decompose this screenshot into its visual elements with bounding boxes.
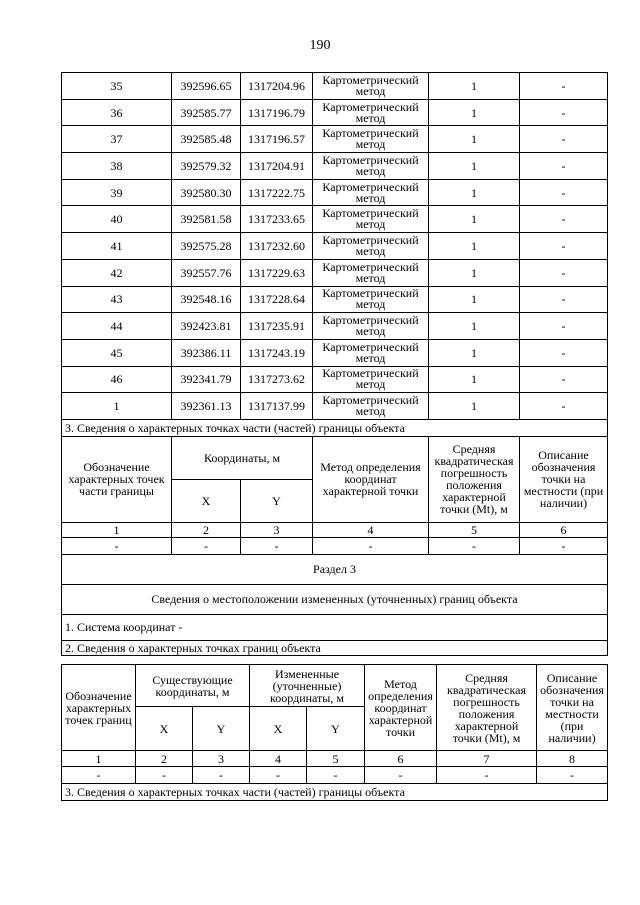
col-num: 4 xyxy=(313,522,429,537)
point-number: 39 xyxy=(62,179,172,206)
description: - xyxy=(520,179,608,206)
method: Картометрический метод xyxy=(313,313,429,340)
table-row xyxy=(62,259,608,286)
point-number: 45 xyxy=(62,339,172,366)
method: Картометрический метод xyxy=(313,366,429,393)
method: Картометрический метод xyxy=(313,286,429,313)
coord-y: 1317204.91 xyxy=(241,153,313,180)
table-row xyxy=(62,366,608,393)
empty-cell: - xyxy=(520,537,608,554)
table-row xyxy=(62,233,608,260)
point-number: 44 xyxy=(62,313,172,340)
header-point: Обозначение характерных точек границ xyxy=(62,665,136,751)
description: - xyxy=(520,126,608,153)
mt-value: 1 xyxy=(429,99,520,126)
coord-y: 1317233.65 xyxy=(241,206,313,233)
header-y: Y xyxy=(241,479,313,522)
header-point: Обозначение характерных точек части границы xyxy=(62,436,172,522)
coord-x: 392585.77 xyxy=(172,99,241,126)
table-row xyxy=(62,286,608,313)
coord-x: 392575.28 xyxy=(172,233,241,260)
table-row xyxy=(62,206,608,233)
point-number: 40 xyxy=(62,206,172,233)
empty-cell: - xyxy=(365,767,437,784)
col-num: 7 xyxy=(437,751,537,767)
coord-y: 1317204.96 xyxy=(241,73,313,100)
method: Картометрический метод xyxy=(313,206,429,233)
col-num: 5 xyxy=(307,751,365,767)
coord-x: 392596.65 xyxy=(172,73,241,100)
table-row xyxy=(62,339,608,366)
description: - xyxy=(520,313,608,340)
empty-cell: - xyxy=(62,767,136,784)
description: - xyxy=(520,73,608,100)
empty-cell: - xyxy=(429,537,520,554)
empty-cell: - xyxy=(62,537,172,554)
table-row xyxy=(62,179,608,206)
mt-value: 1 xyxy=(429,206,520,233)
coord-y: 1317137.99 xyxy=(241,393,313,420)
mt-value: 1 xyxy=(429,126,520,153)
col-num: 6 xyxy=(520,522,608,537)
header-coords: Координаты, м xyxy=(172,436,313,479)
header-existing: Существующие координаты, м xyxy=(136,665,250,707)
method: Картометрический метод xyxy=(313,99,429,126)
coord-x: 392585.48 xyxy=(172,126,241,153)
col-num: 8 xyxy=(537,751,608,767)
coord-system: 1. Система координат - xyxy=(62,614,608,640)
empty-cell: - xyxy=(241,537,313,554)
header-x: X xyxy=(136,707,193,751)
mt-value: 1 xyxy=(429,179,520,206)
coord-y: 1317243.19 xyxy=(241,339,313,366)
header-mt: Средняя квадратическая погрешность положения характерной точки (Mt), м xyxy=(429,436,520,522)
description: - xyxy=(520,153,608,180)
point-number: 37 xyxy=(62,126,172,153)
col-num: 6 xyxy=(365,751,437,767)
coord-y: 1317228.64 xyxy=(241,286,313,313)
description: - xyxy=(520,286,608,313)
description: - xyxy=(520,233,608,260)
mt-value: 1 xyxy=(429,393,520,420)
col-num: 3 xyxy=(193,751,250,767)
header-x: X xyxy=(172,479,241,522)
section3-subtitle: Сведения о местоположении измененных (уточненных) границ объекта xyxy=(62,584,608,614)
method: Картометрический метод xyxy=(313,179,429,206)
section-part3-title: 3. Сведения о характерных точках части (частей) границы объекта xyxy=(62,419,608,436)
header-mt: Средняя квадратическая погрешность положения характерной точки (Mt), м xyxy=(437,665,537,751)
coord-x: 392548.16 xyxy=(172,286,241,313)
header-method: Метод определения координат характерной точки xyxy=(365,665,437,751)
coord-y: 1317196.79 xyxy=(241,99,313,126)
method: Картометрический метод xyxy=(313,233,429,260)
table-row xyxy=(62,126,608,153)
table-row xyxy=(62,153,608,180)
point-number: 41 xyxy=(62,233,172,260)
point-number: 36 xyxy=(62,99,172,126)
mt-value: 1 xyxy=(429,366,520,393)
point-number: 42 xyxy=(62,259,172,286)
description: - xyxy=(520,339,608,366)
mt-value: 1 xyxy=(429,73,520,100)
col-num: 2 xyxy=(172,522,241,537)
section3-part2-title: 2. Сведения о характерных точках границ объекта xyxy=(62,640,608,655)
col-num: 2 xyxy=(136,751,193,767)
method: Картометрический метод xyxy=(313,73,429,100)
description: - xyxy=(520,259,608,286)
header-changed: Измененные (уточненные) координаты, м xyxy=(250,665,365,707)
coord-x: 392361.13 xyxy=(172,393,241,420)
coord-x: 392557.76 xyxy=(172,259,241,286)
empty-cell: - xyxy=(313,537,429,554)
description: - xyxy=(520,393,608,420)
point-number: 35 xyxy=(62,73,172,100)
col-num: 5 xyxy=(429,522,520,537)
col-num: 4 xyxy=(250,751,307,767)
section3-title: Раздел 3 xyxy=(62,554,608,584)
coord-x: 392423.81 xyxy=(172,313,241,340)
table-row xyxy=(62,73,608,100)
coord-x: 392386.11 xyxy=(172,339,241,366)
coord-x: 392581.58 xyxy=(172,206,241,233)
coord-y: 1317222.75 xyxy=(241,179,313,206)
coord-x: 392341.79 xyxy=(172,366,241,393)
mt-value: 1 xyxy=(429,233,520,260)
table-row xyxy=(62,313,608,340)
changed-points-table xyxy=(61,664,608,801)
coord-y: 1317235.91 xyxy=(241,313,313,340)
method: Картометрический метод xyxy=(313,393,429,420)
header-desc: Описание обозначения точки на местности (при наличии) xyxy=(537,665,608,751)
col-num: 1 xyxy=(62,751,136,767)
section3-part3-title: 3. Сведения о характерных точках части (частей) границы объекта xyxy=(62,784,608,801)
header-y: Y xyxy=(307,707,365,751)
coord-y: 1317273.62 xyxy=(241,366,313,393)
empty-cell: - xyxy=(136,767,193,784)
point-number: 43 xyxy=(62,286,172,313)
mt-value: 1 xyxy=(429,259,520,286)
coord-y: 1317232.60 xyxy=(241,233,313,260)
page-number: 190 xyxy=(309,38,331,53)
empty-cell: - xyxy=(307,767,365,784)
col-num: 1 xyxy=(62,522,172,537)
point-number: 38 xyxy=(62,153,172,180)
mt-value: 1 xyxy=(429,339,520,366)
empty-cell: - xyxy=(537,767,608,784)
point-number: 46 xyxy=(62,366,172,393)
method: Картометрический метод xyxy=(313,259,429,286)
description: - xyxy=(520,206,608,233)
empty-cell: - xyxy=(193,767,250,784)
header-x: X xyxy=(250,707,307,751)
method: Картометрический метод xyxy=(313,126,429,153)
description: - xyxy=(520,99,608,126)
coord-y: 1317196.57 xyxy=(241,126,313,153)
header-method: Метод определения координат характерной точки xyxy=(313,436,429,522)
empty-cell: - xyxy=(250,767,307,784)
mt-value: 1 xyxy=(429,286,520,313)
point-number: 1 xyxy=(62,393,172,420)
table-row xyxy=(62,393,608,420)
col-num: 3 xyxy=(241,522,313,537)
points-table xyxy=(61,72,608,656)
empty-cell: - xyxy=(437,767,537,784)
header-y: Y xyxy=(193,707,250,751)
header-desc: Описание обозначения точки на местности (при наличии) xyxy=(520,436,608,522)
table-row xyxy=(62,99,608,126)
mt-value: 1 xyxy=(429,313,520,340)
coord-y: 1317229.63 xyxy=(241,259,313,286)
coord-x: 392580.30 xyxy=(172,179,241,206)
empty-cell: - xyxy=(172,537,241,554)
method: Картометрический метод xyxy=(313,339,429,366)
method: Картометрический метод xyxy=(313,153,429,180)
coord-x: 392579.32 xyxy=(172,153,241,180)
mt-value: 1 xyxy=(429,153,520,180)
description: - xyxy=(520,366,608,393)
